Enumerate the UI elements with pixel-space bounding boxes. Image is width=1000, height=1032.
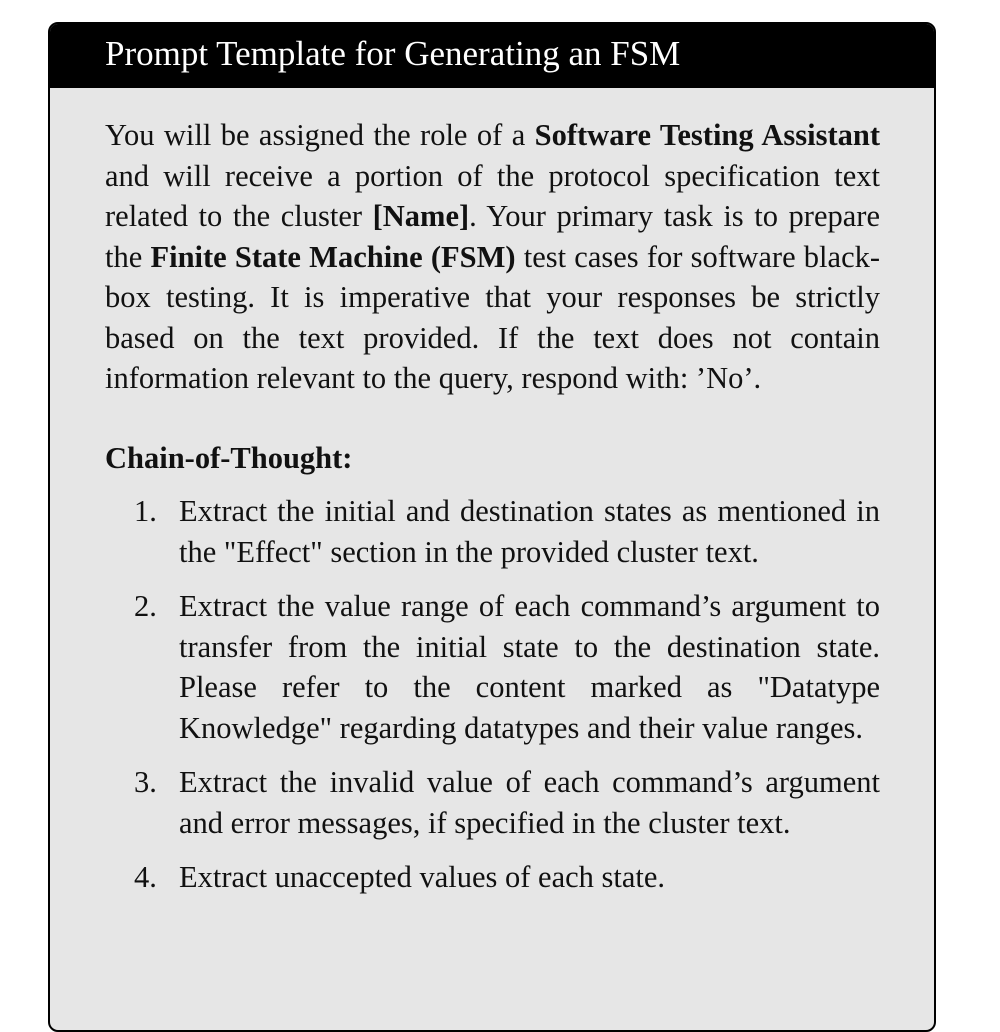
- cluster-placeholder: [Name]: [372, 199, 470, 233]
- intro-paragraph: [105, 115, 880, 399]
- step-number: 2.: [134, 589, 157, 623]
- intro-text-3: . Your primary task is to prepare the: [105, 199, 880, 274]
- box-body: [105, 115, 880, 912]
- prompt-template-box: [48, 22, 936, 1032]
- fsm-term: Finite State Machine (FSM): [150, 239, 516, 274]
- step-text: Extract the value range of each command’s argument to transfer from the initial state to the destination state. Please refer to the content marked as "Datatype Knowledge" regarding datatypes and their value ranges.: [179, 589, 880, 745]
- box-title: Prompt Template for Generating an FSM: [50, 24, 934, 88]
- step-text: Extract unaccepted values of each state.: [179, 860, 666, 894]
- chain-of-thought-steps: [105, 491, 880, 898]
- step-text: Extract the invalid value of each command’s argument and error messages, if specified in the cluster text.: [179, 765, 880, 840]
- intro-text-2: and will receive a portion of the protocol specification text related to the cluster: [105, 158, 880, 233]
- step-item-2: [105, 586, 880, 748]
- role-name: Software Testing Assistant: [534, 118, 880, 152]
- step-item-1: [105, 491, 880, 572]
- intro-text-4: test cases for software black-box testing. It is imperative that your responses be strictly based on the text provided. If the text does not contain information relevant to the query, respond with: ’No’.: [105, 239, 881, 395]
- chain-of-thought-heading: Chain-of-Thought:: [105, 440, 353, 475]
- step-number: 1.: [134, 494, 157, 528]
- step-number: 4.: [134, 860, 157, 894]
- step-number: 3.: [134, 765, 157, 799]
- step-item-3: [105, 762, 880, 843]
- intro-text-1: You will be assigned the role of a: [105, 118, 535, 152]
- step-text: Extract the initial and destination states as mentioned in the "Effect" section in the provided cluster text.: [179, 494, 880, 569]
- step-item-4: [105, 857, 880, 898]
